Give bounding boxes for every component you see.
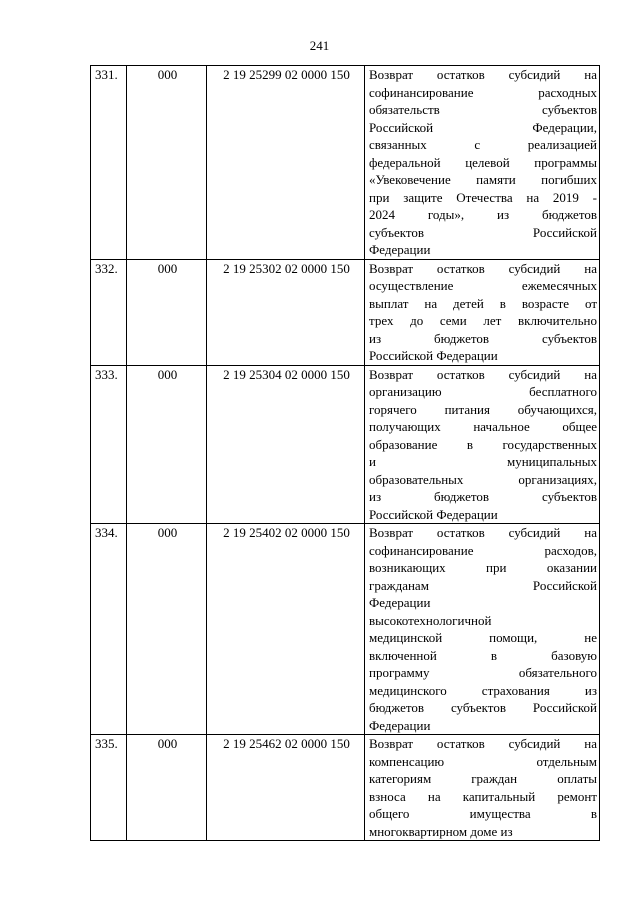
page-number: 241 [309, 38, 330, 53]
description-line: Федерации [369, 717, 431, 733]
description-line: софинансирование расходных [369, 84, 597, 100]
description-line: организацию бесплатного [369, 384, 597, 399]
row-number: 333. [91, 365, 127, 524]
admin-code: 000 [127, 66, 207, 260]
admin-code: 000 [127, 735, 207, 841]
row-description [365, 259, 600, 365]
row-description [365, 66, 600, 260]
row-description [365, 365, 600, 524]
description-line: при защите Отечества на 2019 - [369, 189, 597, 205]
description-line: Федерации [369, 242, 431, 257]
row-number: 331. [91, 66, 127, 260]
row-number: 332. [91, 259, 127, 365]
description-line: федеральной целевой программы [369, 154, 597, 170]
description-line: медицинской помощи, не [369, 630, 597, 645]
row-description [365, 524, 600, 735]
budget-classification-code: 2 19 25462 02 0000 150 [207, 735, 365, 841]
row-number: 334. [91, 524, 127, 735]
description-line: осуществление ежемесячных [369, 278, 597, 293]
description-line: обязательств субъектов [369, 102, 597, 117]
description-line: Российской Федерации [369, 348, 498, 363]
description-line: софинансирование расходов, [369, 542, 597, 558]
description-line: высокотехнологичной [369, 612, 492, 628]
description-line: образовательных организациях, [369, 471, 597, 487]
description-line: «Увековечение памяти погибших [369, 172, 597, 187]
description-line: компенсацию отдельным [369, 753, 597, 769]
budget-classification-code: 2 19 25299 02 0000 150 [207, 66, 365, 260]
table-row [91, 259, 600, 365]
description-line: Российской Федерации [369, 506, 498, 522]
description-line: общего имущества в [369, 806, 597, 821]
description-line: получающих начальное общее [369, 419, 597, 434]
description-line: Федерации [369, 595, 431, 610]
description-line: взноса на капитальный ремонт [369, 788, 597, 804]
description-line: выплат на детей в возрасте от [369, 295, 597, 311]
description-line: связанных с реализацией [369, 137, 597, 152]
description-line: Возврат остатков субсидий на [369, 366, 597, 382]
description-line: Возврат остатков субсидий на [369, 260, 597, 276]
description-line: образование в государственных [369, 436, 597, 452]
description-line: трех до семи лет включительно [369, 313, 597, 328]
description-line: из бюджетов субъектов [369, 330, 597, 346]
description-line: Возврат остатков субсидий на [369, 67, 597, 82]
budget-classification-code: 2 19 25302 02 0000 150 [207, 259, 365, 365]
description-line: Российской Федерации, [369, 119, 597, 135]
admin-code: 000 [127, 259, 207, 365]
description-line: возникающих при оказании [369, 560, 597, 575]
budget-classification-code: 2 19 25304 02 0000 150 [207, 365, 365, 524]
budget-classification-code: 2 19 25402 02 0000 150 [207, 524, 365, 735]
row-description [365, 735, 600, 841]
description-line: гражданам Российской [369, 577, 597, 593]
description-line: включенной в базовую [369, 647, 597, 663]
description-line: из бюджетов субъектов [369, 489, 597, 504]
description-line: бюджетов субъектов Российской [369, 700, 597, 715]
table-row [91, 66, 600, 260]
description-line: многоквартирном доме из [369, 823, 513, 839]
admin-code: 000 [127, 524, 207, 735]
budget-codes-table [90, 65, 600, 841]
row-number: 335. [91, 735, 127, 841]
table-row [91, 735, 600, 841]
table-body [91, 66, 600, 841]
description-line: 2024 годы», из бюджетов [369, 207, 597, 222]
description-line: горячего питания обучающихся, [369, 401, 597, 417]
description-line: медицинского страхования из [369, 682, 597, 698]
admin-code: 000 [127, 365, 207, 524]
description-line: Возврат остатков субсидий на [369, 736, 597, 751]
description-line: Возврат остатков субсидий на [369, 525, 597, 540]
description-line: программу обязательного [369, 665, 597, 680]
description-line: и муниципальных [369, 454, 597, 469]
description-line: категориям граждан оплаты [369, 771, 597, 786]
description-line: субъектов Российской [369, 224, 597, 240]
table-row [91, 365, 600, 524]
table-row [91, 524, 600, 735]
